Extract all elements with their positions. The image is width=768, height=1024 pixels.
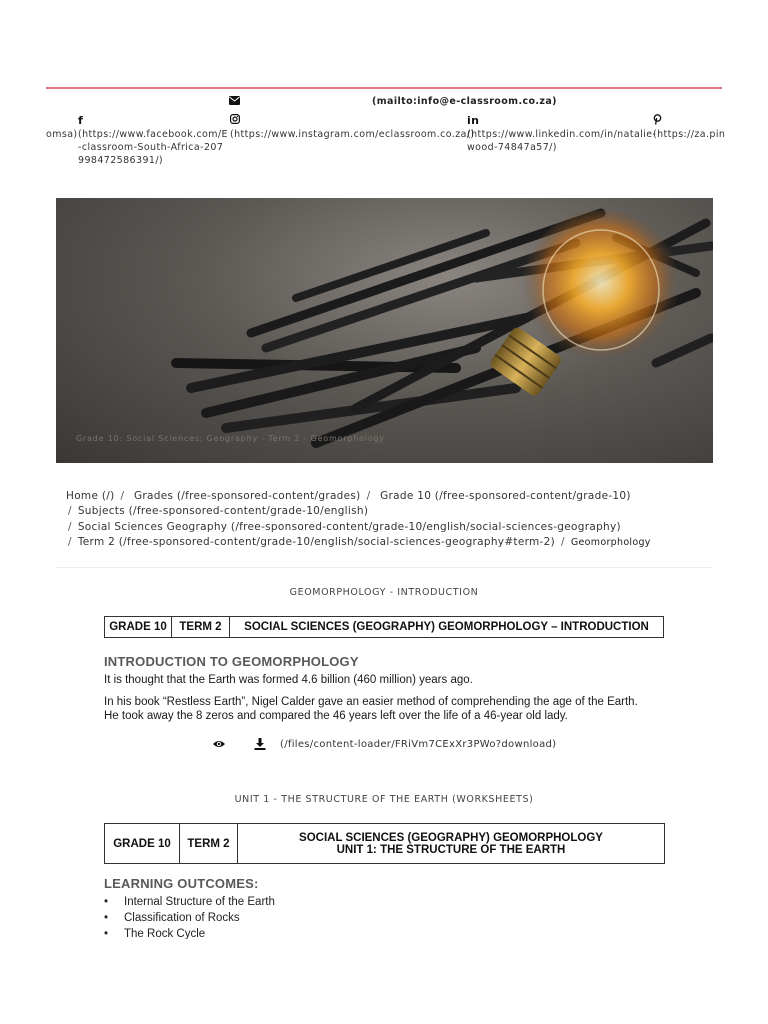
doc-subject-line-2: UNIT 1: THE STRUCTURE OF THE EARTH xyxy=(336,843,566,856)
content-divider xyxy=(56,567,713,568)
hero-image xyxy=(56,198,713,463)
doc-term-cell: TERM 2 xyxy=(180,824,238,863)
breadcrumb-subject[interactable]: Social Sciences Geography (/free-sponsored-content/grade-10/english/social-sciences-geography) xyxy=(77,520,621,533)
social-instagram[interactable] xyxy=(230,114,475,141)
section-title-introduction: GEOMORPHOLOGY - INTRODUCTION xyxy=(289,587,479,598)
email-link[interactable]: (mailto:info@e-classroom.co.za) xyxy=(372,96,557,107)
download-link[interactable]: (/files/content-loader/FRiVm7CExXr3PWo?download) xyxy=(280,738,557,750)
pinterest-link[interactable]: (https://za.pin xyxy=(653,129,726,140)
document-preview-unit-1 xyxy=(64,815,704,939)
list-item: • The Rock Cycle xyxy=(104,926,275,939)
download-icon[interactable] xyxy=(254,738,266,750)
breadcrumb-separator: / xyxy=(366,490,371,502)
facebook-link[interactable]: (https://www.facebook.com/E-classroom-South-Africa-207998472586391/) xyxy=(78,129,228,166)
learning-outcomes-list xyxy=(104,894,275,939)
breadcrumb-separator: / xyxy=(561,535,565,548)
pencils-lightbulb-illustration xyxy=(56,198,713,463)
breadcrumb-separator: / xyxy=(120,490,125,502)
breadcrumb-subjects[interactable]: Subjects (/free-sponsored-content/grade-10/english) xyxy=(77,505,369,518)
eye-icon[interactable] xyxy=(212,739,226,749)
facebook-icon: f xyxy=(78,114,84,127)
envelope-icon[interactable] xyxy=(229,96,240,105)
doc-header-table xyxy=(104,616,664,638)
list-item: • Classification of Rocks xyxy=(104,910,275,926)
breadcrumb-grades[interactable]: Grades (/free-sponsored-content/grades) xyxy=(133,490,361,502)
doc-subject-cell: SOCIAL SCIENCES (GEOGRAPHY) GEOMORPHOLOGY – INTRODUCTION xyxy=(244,621,649,633)
download-bar xyxy=(212,738,556,750)
doc-paragraph-2: In his book “Restless Earth”, Nigel Calder gave an easier method of comprehending the age of the Earth. xyxy=(104,696,638,708)
doc-term-cell: TERM 2 xyxy=(172,617,230,637)
pinterest-icon xyxy=(653,114,768,128)
linkedin-link[interactable]: (https://www.linkedin.com/in/natalie-wood-74847a57/) xyxy=(467,129,657,153)
breadcrumb xyxy=(66,489,651,550)
breadcrumb-grade-10[interactable]: Grade 10 (/free-sponsored-content/grade-10) xyxy=(380,490,631,502)
document-preview-introduction xyxy=(64,605,704,730)
social-linkedin[interactable] xyxy=(467,114,657,154)
hero-caption: Grade 10: Social Sciences: Geography - Term 2 - Geomorphology xyxy=(76,434,385,443)
doc-paragraph-1: It is thought that the Earth was formed 4.6 billion (460 million) years ago. xyxy=(104,674,473,686)
doc-grade-cell: GRADE 10 xyxy=(105,824,180,863)
doc-heading: INTRODUCTION TO GEOMORPHOLOGY xyxy=(104,654,359,669)
breadcrumb-home[interactable]: Home (/) xyxy=(66,490,115,502)
doc-subject-cell xyxy=(238,824,664,863)
breadcrumb-separator: / xyxy=(68,535,72,548)
breadcrumb-separator: / xyxy=(68,505,72,518)
doc-grade-cell: GRADE 10 xyxy=(105,617,172,637)
breadcrumb-current: Geomorphology xyxy=(570,536,651,548)
list-item: • Internal Structure of the Earth xyxy=(104,894,275,910)
header-divider xyxy=(46,87,722,89)
linkedin-icon: in xyxy=(467,114,480,127)
social-facebook[interactable] xyxy=(78,114,228,167)
breadcrumb-separator: / xyxy=(68,520,72,533)
breadcrumb-term[interactable]: Term 2 (/free-sponsored-content/grade-10/english/social-sciences-geography#term-2) xyxy=(77,535,556,548)
doc-paragraph-3: He took away the 8 zeros and compared the 46 years left over the life of a 46-year old lady. xyxy=(104,710,568,722)
doc-subject-line-1: SOCIAL SCIENCES (GEOGRAPHY) GEOMORPHOLOGY xyxy=(299,831,603,844)
section-title-unit-1: UNIT 1 - THE STRUCTURE OF THE EARTH (WORKSHEETS) xyxy=(234,794,534,805)
instagram-icon xyxy=(230,114,466,128)
twitter-link[interactable]: omsa) xyxy=(46,129,78,140)
social-pinterest[interactable] xyxy=(653,114,768,141)
instagram-link[interactable]: (https://www.instagram.com/eclassroom.co.za/) xyxy=(230,129,475,140)
doc-header-table xyxy=(104,823,665,864)
doc-heading: LEARNING OUTCOMES: xyxy=(104,876,259,891)
